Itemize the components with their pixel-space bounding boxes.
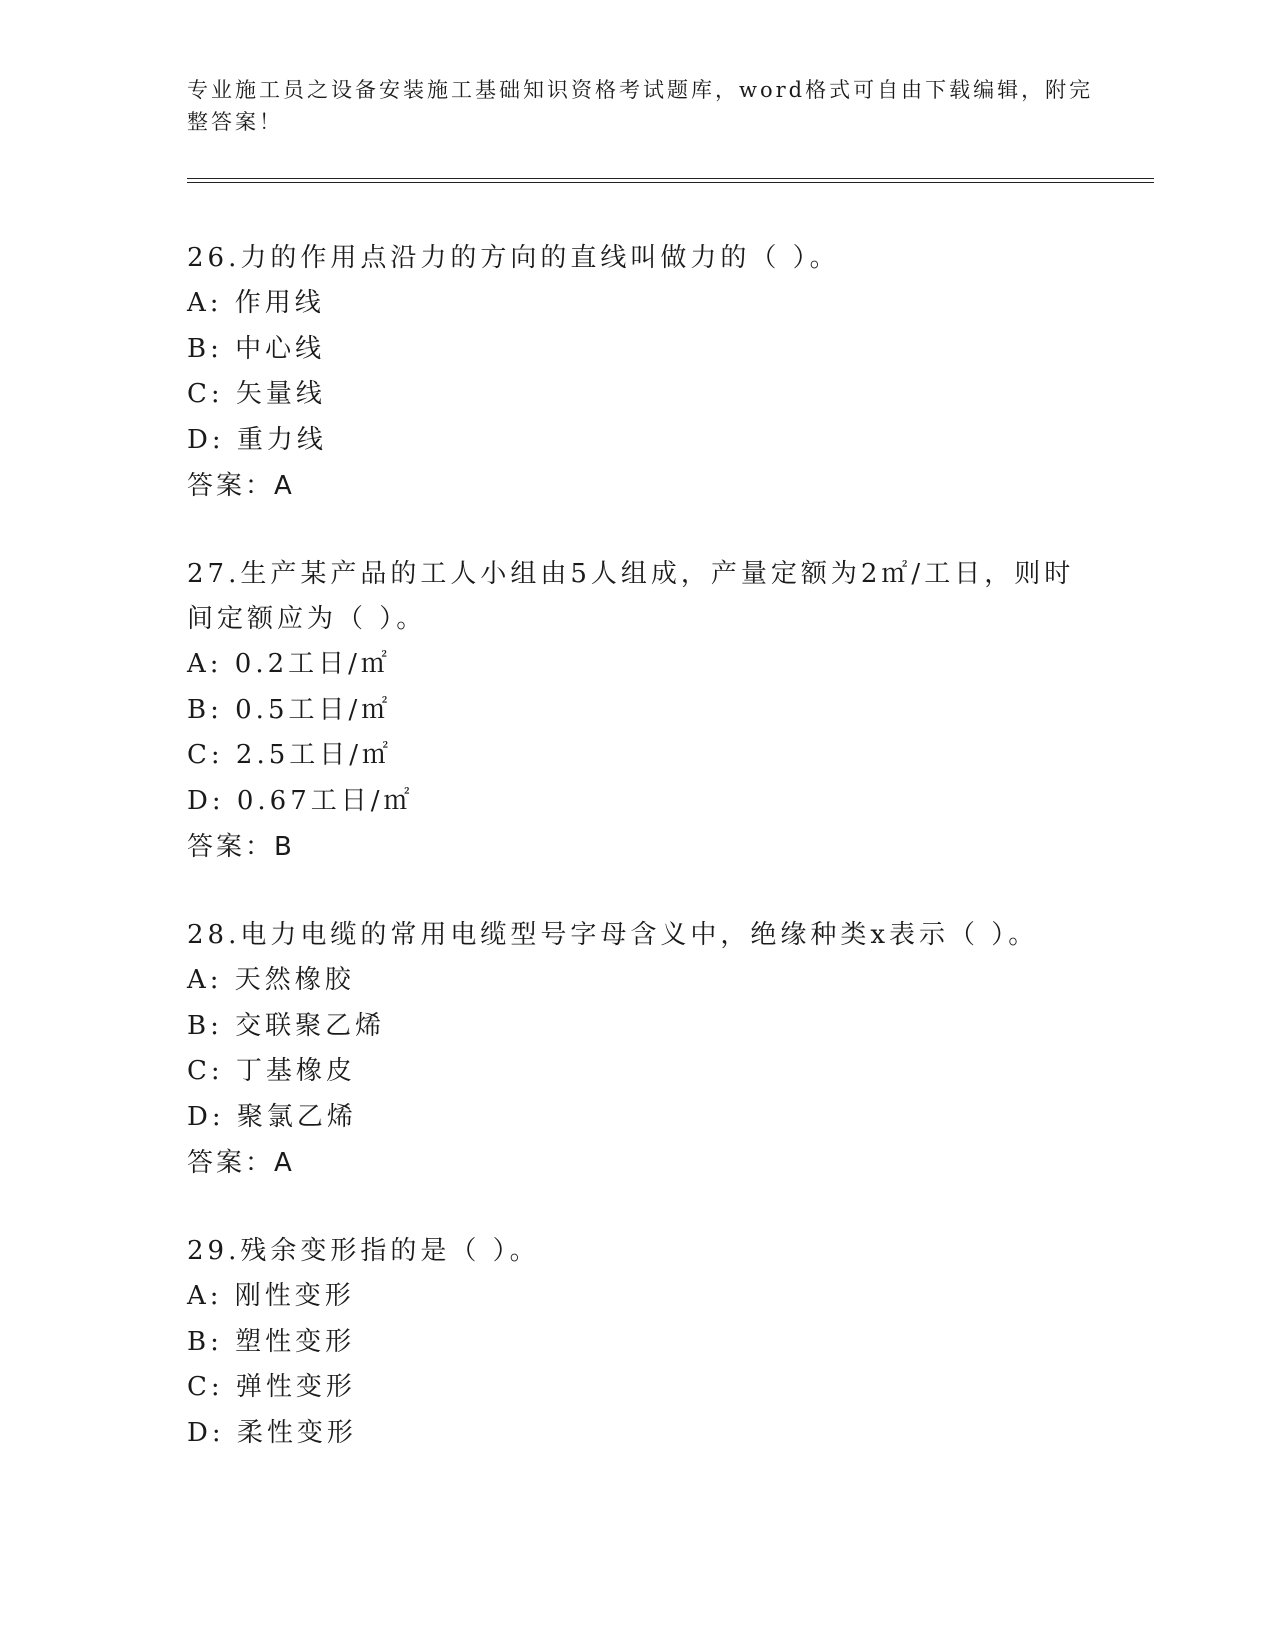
answer: 答案：A [187, 1148, 295, 1178]
option-d: D: 聚氯乙烯 [187, 1101, 357, 1132]
answer: 答案：A [187, 471, 295, 501]
question-stem: 28.电力电缆的常用电缆型号字母含义中，绝缘种类x表示（ ）。 [187, 920, 1039, 950]
question-stem: 29.残余变形指的是（ ）。 [187, 1236, 540, 1266]
option-b: B: 中心线 [187, 333, 326, 364]
option-a: A: 刚性变形 [187, 1281, 355, 1311]
question-list [187, 236, 1147, 1499]
question-stem: 26.力的作用点沿力的方向的直线叫做力的（ ）。 [187, 243, 840, 273]
document-header: 专业施工员之设备安装施工基础知识资格考试题库，word格式可自由下载编辑，附完整答案！ [187, 78, 1094, 134]
option-a: A: 0.2工日/㎡ [187, 649, 391, 679]
option-d: D: 柔性变形 [187, 1417, 357, 1448]
question-28 [187, 913, 1147, 1186]
header-divider [187, 178, 1154, 183]
option-b: B: 交联聚乙烯 [187, 1010, 386, 1041]
question-27 [187, 552, 1147, 870]
option-d: D: 0.67工日/㎡ [187, 785, 414, 816]
option-d: D: 重力线 [187, 424, 327, 455]
option-c: C: 丁基橡皮 [187, 1056, 356, 1086]
option-c: C: 弹性变形 [187, 1372, 356, 1402]
option-a: A: 作用线 [187, 288, 325, 318]
option-a: A: 天然橡胶 [187, 965, 355, 995]
option-c: C: 2.5工日/㎡ [187, 740, 393, 770]
option-b: B: 塑性变形 [187, 1326, 356, 1357]
option-c: C: 矢量线 [187, 379, 326, 409]
question-stem: 27.生产某产品的工人小组由5人组成，产量定额为2㎡/工日，则时间定额应为（ ）。 [187, 559, 1075, 634]
question-29 [187, 1229, 1147, 1456]
answer: 答案：B [187, 832, 295, 862]
option-b: B: 0.5工日/㎡ [187, 694, 392, 725]
question-26 [187, 236, 1147, 509]
